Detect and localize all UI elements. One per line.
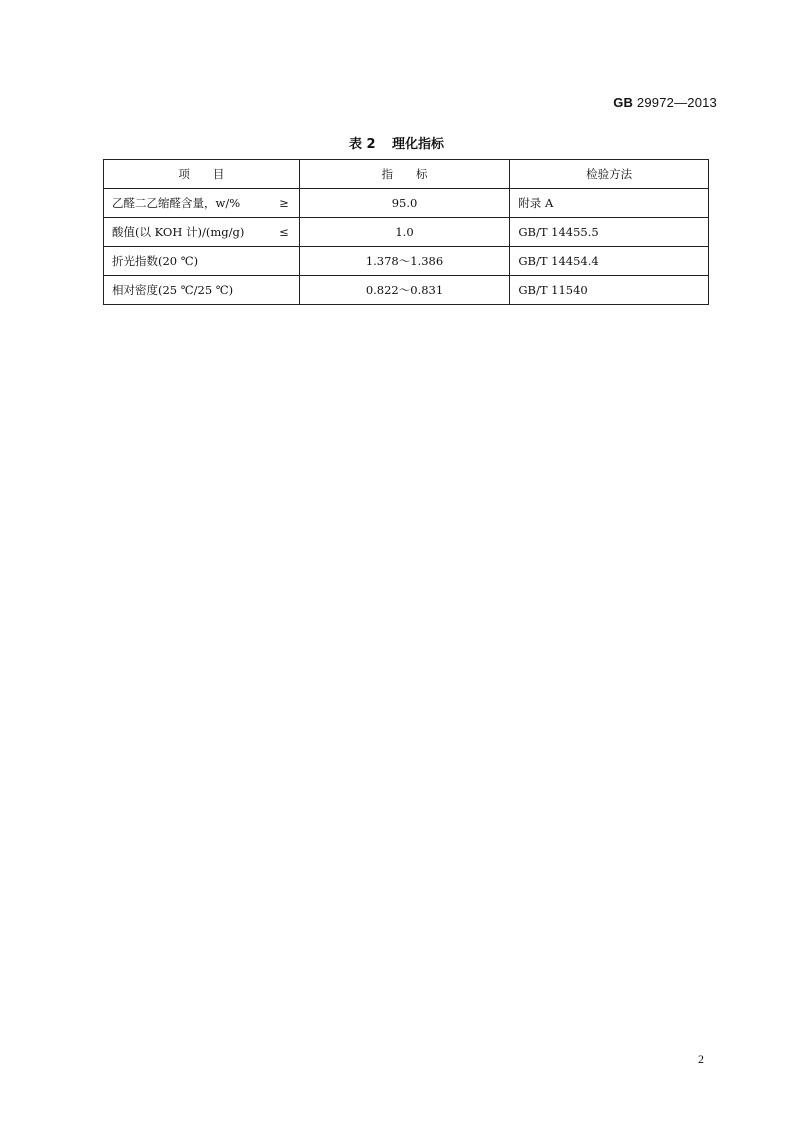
table-number: 表 2	[348, 137, 376, 152]
standard-number: 29972—2013	[636, 95, 717, 110]
row-test-method: GB/T 11540	[510, 276, 709, 305]
row-spec-value: 95.0	[299, 189, 510, 218]
physicochemical-spec-table	[103, 159, 709, 305]
row-test-method: GB/T 14455.5	[510, 218, 709, 247]
table-row	[104, 189, 709, 218]
standard-code	[613, 95, 717, 110]
row-test-method: 附录 A	[510, 189, 709, 218]
row-item-cell	[104, 189, 300, 218]
page-number: 2	[698, 1052, 704, 1066]
row-item-cell	[104, 247, 300, 276]
column-header-method: 检验方法	[510, 160, 709, 189]
row-item-cell	[104, 218, 300, 247]
column-header-item: 项 目	[104, 160, 300, 189]
column-header-spec: 指 标	[299, 160, 510, 189]
table-title: 理化指标	[392, 137, 445, 152]
row-test-method: GB/T 14454.4	[510, 247, 709, 276]
table-row	[104, 276, 709, 305]
table-header-row	[104, 160, 709, 189]
table-row	[104, 218, 709, 247]
row-comparison-symbol: ≤	[279, 225, 289, 239]
table-caption	[0, 133, 793, 152]
standard-prefix: GB	[613, 95, 634, 110]
table-row	[104, 247, 709, 276]
row-spec-value: 1.0	[299, 218, 510, 247]
row-item-cell	[104, 276, 300, 305]
row-item-name: 相对密度(25 ℃/25 ℃)	[112, 283, 234, 297]
row-item-name: 乙醛二乙缩醛含量，w/%	[112, 196, 241, 210]
row-comparison-symbol: ≥	[279, 196, 289, 210]
row-spec-value: 1.378～1.386	[299, 247, 510, 276]
row-item-name: 酸值(以 KOH 计)/(mg/g)	[112, 225, 245, 239]
row-spec-value: 0.822～0.831	[299, 276, 510, 305]
row-item-name: 折光指数(20 ℃)	[112, 254, 199, 268]
